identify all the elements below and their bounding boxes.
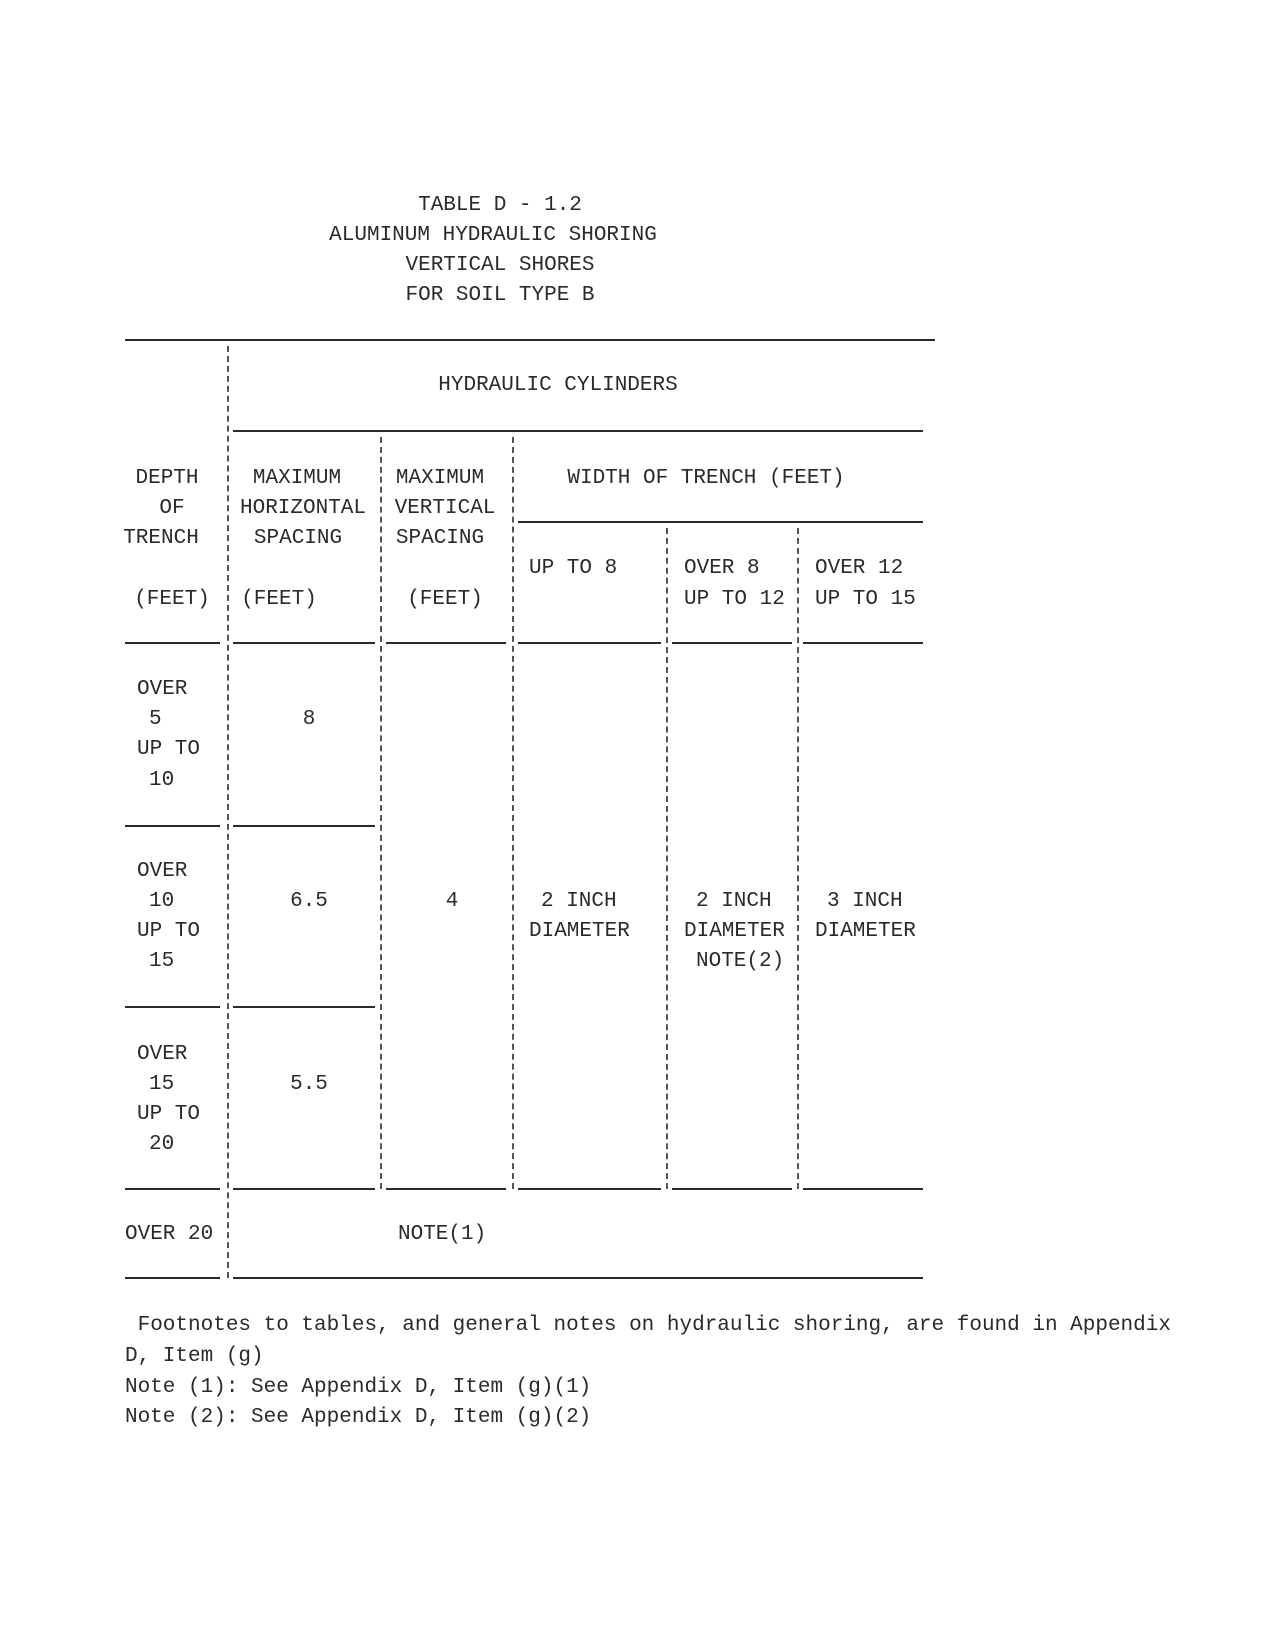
merged-width-2-line: 2 INCH bbox=[696, 890, 772, 913]
row-depth-cell: 15 bbox=[149, 1073, 175, 1096]
row-depth-cell: 10 bbox=[149, 769, 175, 792]
header-horizontal-line: (FEET) bbox=[241, 588, 317, 611]
vline-horizontal bbox=[380, 437, 382, 1189]
last-row-note: NOTE(1) bbox=[398, 1223, 487, 1246]
row-depth-cell: UP TO bbox=[137, 738, 201, 761]
row-depth-cell: UP TO bbox=[137, 920, 201, 943]
header-depth-line: TRENCH bbox=[123, 527, 199, 550]
row-rule-3-width2 bbox=[672, 1188, 792, 1190]
header-width-col-2: UP TO 12 bbox=[684, 588, 785, 611]
footnote-line: D, Item (g) bbox=[125, 1345, 264, 1368]
merged-width-1-line: DIAMETER bbox=[529, 920, 630, 943]
row-horizontal-cell: 8 bbox=[302, 708, 316, 731]
row-rule-2-depth bbox=[125, 1006, 220, 1008]
row-depth-cell: 15 bbox=[149, 950, 175, 973]
header-horizontal-line: MAXIMUM bbox=[252, 467, 342, 490]
top-rule bbox=[125, 339, 935, 341]
footnote-line: Note (2): See Appendix D, Item (g)(2) bbox=[125, 1406, 592, 1429]
row-depth-cell: 5 bbox=[149, 708, 162, 731]
header-hydraulic-cylinders: HYDRAULIC CYLINDERS bbox=[438, 374, 678, 397]
title-line-1: TABLE D - 1.2 bbox=[418, 194, 582, 217]
title-line-3: VERTICAL SHORES bbox=[405, 254, 595, 277]
header-vertical-line: MAXIMUM bbox=[395, 467, 485, 490]
row-rule-1-depth bbox=[125, 825, 220, 827]
header-horizontal-line: HORIZONTAL bbox=[239, 497, 367, 520]
vline-vertical bbox=[512, 437, 514, 1189]
header-vertical-line: (FEET) bbox=[407, 588, 483, 611]
vline-depth bbox=[227, 346, 229, 1278]
row-rule-3-vertical bbox=[386, 1188, 506, 1190]
header-depth-line: OF bbox=[159, 497, 185, 520]
header-rule-horizontal bbox=[233, 642, 375, 644]
merged-width-3-line: 3 INCH bbox=[827, 890, 903, 913]
title-line-2: ALUMINUM HYDRAULIC SHORING bbox=[329, 224, 657, 247]
header-rule-width2 bbox=[672, 642, 792, 644]
row-depth-cell: 20 bbox=[149, 1133, 175, 1156]
header-horizontal-line: SPACING bbox=[253, 527, 343, 550]
header-width-of-trench: WIDTH OF TRENCH (FEET) bbox=[567, 467, 845, 490]
row-rule-3-width3 bbox=[803, 1188, 923, 1190]
header-width-col-1: UP TO 8 bbox=[529, 557, 618, 580]
title-line-4: FOR SOIL TYPE B bbox=[405, 284, 595, 307]
footnote-line: Footnotes to tables, and general notes on hydraulic shoring, are found in Appendix bbox=[125, 1314, 1171, 1337]
header-rule-vertical bbox=[386, 642, 506, 644]
merged-width-3-line: DIAMETER bbox=[815, 920, 916, 943]
vline-width2 bbox=[797, 528, 799, 1189]
merged-width-1-line: 2 INCH bbox=[541, 890, 617, 913]
width-rule bbox=[518, 521, 923, 523]
row-depth-cell: 10 bbox=[149, 890, 175, 913]
merged-width-2-line: NOTE(2) bbox=[696, 950, 785, 973]
header-width-col-2: OVER 8 bbox=[684, 557, 760, 580]
row-depth-cell: OVER bbox=[137, 860, 188, 883]
header-depth-line: (FEET) bbox=[134, 588, 210, 611]
header-width-col-3: OVER 12 bbox=[815, 557, 904, 580]
header-width-col-3: UP TO 15 bbox=[815, 588, 916, 611]
row-horizontal-cell: 6.5 bbox=[290, 890, 328, 913]
header-rule-depth bbox=[125, 642, 220, 644]
row-rule-3-horizontal bbox=[233, 1188, 375, 1190]
bottom-rule-depth bbox=[125, 1277, 220, 1279]
merged-width-2-line: DIAMETER bbox=[684, 920, 785, 943]
row-horizontal-cell: 5.5 bbox=[290, 1073, 328, 1096]
row-depth-cell: UP TO bbox=[137, 1103, 201, 1126]
header-depth-line: DEPTH bbox=[135, 467, 199, 490]
header-vertical-line: SPACING bbox=[395, 527, 485, 550]
header-vertical-line: VERTICAL bbox=[394, 497, 496, 520]
row-rule-2-horizontal bbox=[233, 1006, 375, 1008]
merged-vertical-spacing: 4 bbox=[445, 890, 459, 913]
header-rule-width3 bbox=[803, 642, 923, 644]
bottom-rule-main bbox=[233, 1277, 923, 1279]
header-rule-width1 bbox=[518, 642, 661, 644]
row-depth-cell: OVER bbox=[137, 1043, 188, 1066]
last-row-depth: OVER 20 bbox=[125, 1223, 214, 1246]
cylinders-rule bbox=[233, 430, 923, 432]
row-rule-3-depth bbox=[125, 1188, 220, 1190]
row-rule-3-width1 bbox=[518, 1188, 661, 1190]
vline-width1 bbox=[666, 528, 668, 1189]
row-rule-1-horizontal bbox=[233, 825, 375, 827]
row-depth-cell: OVER bbox=[137, 678, 188, 701]
footnote-line: Note (1): See Appendix D, Item (g)(1) bbox=[125, 1376, 592, 1399]
